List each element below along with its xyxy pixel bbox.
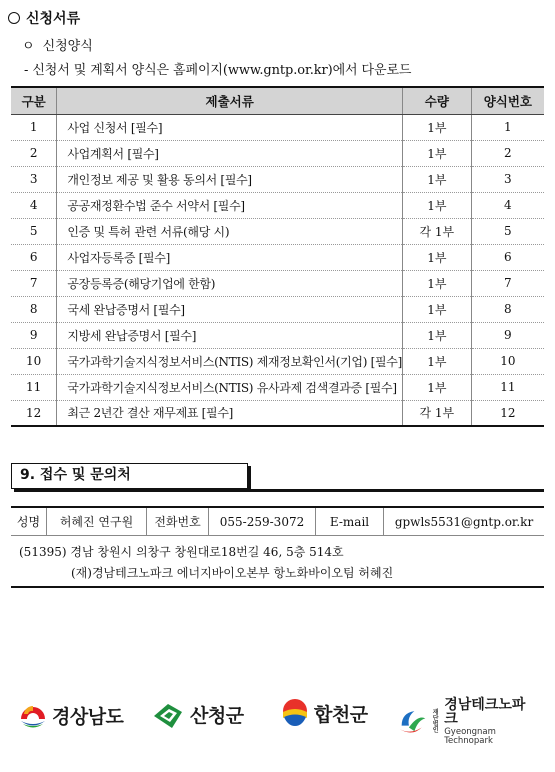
row-number: 10 [11, 348, 57, 374]
table-row [11, 400, 544, 426]
row-quantity: 각 1부 [402, 218, 471, 244]
row-quantity: 1부 [402, 192, 471, 218]
row-number: 9 [11, 322, 57, 348]
table-row [11, 374, 544, 400]
row-form-number: 1 [471, 114, 544, 140]
row-form-number: 3 [471, 166, 544, 192]
name-label: 성명 [11, 508, 47, 535]
gntp-wordmark [444, 698, 538, 745]
table-row [11, 296, 544, 322]
row-number: 4 [11, 192, 57, 218]
row-number: 7 [11, 270, 57, 296]
row-quantity: 각 1부 [402, 400, 471, 426]
header-form-number: 양식번호 [471, 87, 544, 114]
table-row [11, 244, 544, 270]
header-documents: 제출서류 [57, 87, 403, 114]
circle-bullet-icon [8, 12, 20, 24]
row-quantity: 1부 [402, 322, 471, 348]
row-form-number: 10 [471, 348, 544, 374]
section-title: 신청서류 [26, 11, 81, 27]
gyeongnam-logo [18, 700, 123, 730]
address-line-1: (51395) 경남 창원시 의창구 창원대로18번길 46, 5층 514호 [19, 545, 344, 559]
row-document-name: 공장등록증(해당기업에 한함) [57, 270, 403, 296]
phone-value: 055-259-3072 [209, 508, 316, 535]
header-quantity: 수량 [402, 87, 471, 114]
table-row [11, 166, 544, 192]
table-row [11, 218, 544, 244]
row-quantity: 1부 [402, 140, 471, 166]
row-document-name: 사업계획서 [필수] [57, 140, 403, 166]
table-row [11, 192, 544, 218]
email-label: E-mail [316, 508, 384, 535]
row-form-number: 2 [471, 140, 544, 166]
table-row [11, 348, 544, 374]
subsection-mark: ㅇ [22, 39, 35, 54]
row-document-name: 사업 신청서 [필수] [57, 114, 403, 140]
row-form-number: 7 [471, 270, 544, 296]
row-document-name: 인증 및 특허 관련 서류(해당 시) [57, 218, 403, 244]
row-form-number: 9 [471, 322, 544, 348]
table-row [11, 270, 544, 296]
row-quantity: 1부 [402, 270, 471, 296]
gyeongnam-emblem-icon [18, 700, 48, 730]
gyeongnam-text: 경상남도 [52, 705, 124, 728]
row-quantity: 1부 [402, 244, 471, 270]
row-document-name: 공공재정환수법 준수 서약서 [필수] [57, 192, 403, 218]
row-document-name: 최근 2년간 결산 재무제표 [필수] [57, 400, 403, 426]
footer-logos [18, 694, 538, 746]
row-form-number: 4 [471, 192, 544, 218]
row-document-name: 국세 완납증명서 [필수] [57, 296, 403, 322]
hapcheon-logo [280, 696, 368, 730]
table-header-row [11, 87, 544, 114]
section-heading [8, 8, 80, 28]
row-number: 6 [11, 244, 57, 270]
subsection-heading [22, 35, 93, 54]
gntp-emblem-icon [398, 706, 427, 738]
row-number: 11 [11, 374, 57, 400]
table-row [11, 114, 544, 140]
email-value[interactable]: gpwls5531@gntp.or.kr [394, 514, 534, 529]
gntp-foundation-tag: 재단법인 [432, 708, 439, 734]
address-block [11, 536, 544, 586]
row-form-number: 5 [471, 218, 544, 244]
row-number: 8 [11, 296, 57, 322]
row-document-name: 지방세 완납증명서 [필수] [57, 322, 403, 348]
hapcheon-text: 합천군 [314, 703, 368, 726]
header-category: 구분 [11, 87, 57, 114]
download-note: - 신청서 및 계획서 양식은 홈페이지(www.gntp.or.kr)에서 다운로드 [24, 63, 412, 78]
row-number: 3 [11, 166, 57, 192]
row-form-number: 6 [471, 244, 544, 270]
row-quantity: 1부 [402, 374, 471, 400]
row-quantity: 1부 [402, 114, 471, 140]
hapcheon-emblem-icon [280, 696, 310, 730]
address-line-2: (재)경남테크노파크 에너지바이오본부 항노화바이오팀 허혜진 [71, 566, 394, 580]
sancheong-logo [152, 698, 244, 730]
row-form-number: 12 [471, 400, 544, 426]
row-number: 2 [11, 140, 57, 166]
row-quantity: 1부 [402, 348, 471, 374]
gntp-korean-name: 경남테크노파크 [444, 697, 526, 727]
subsection-title: 신청양식 [42, 39, 93, 54]
gntp-english-name: Gyeongnam Technopark [444, 727, 496, 746]
row-form-number: 11 [471, 374, 544, 400]
row-document-name: 국가과학기술지식정보서비스(NTIS) 유사과제 검색결과증 [필수] [57, 374, 403, 400]
row-form-number: 8 [471, 296, 544, 322]
row-quantity: 1부 [402, 296, 471, 322]
contact-section-title: 9. 접수 및 문의처 [11, 463, 248, 489]
row-document-name: 사업자등록증 [필수] [57, 244, 403, 270]
table-row [11, 140, 544, 166]
table-row [11, 322, 544, 348]
contact-table [11, 506, 544, 588]
documents-table [11, 86, 544, 427]
section-divider [251, 489, 544, 492]
row-document-name: 개인정보 제공 및 활용 동의서 [필수] [57, 166, 403, 192]
row-number: 1 [11, 114, 57, 140]
phone-label: 전화번호 [147, 508, 209, 535]
sancheong-emblem-icon [152, 698, 186, 730]
row-quantity: 1부 [402, 166, 471, 192]
row-document-name: 국가과학기술지식정보서비스(NTIS) 제재정보확인서(기업) [필수] [57, 348, 403, 374]
row-number: 5 [11, 218, 57, 244]
gntp-logo [398, 698, 538, 745]
name-value: 허혜진 연구원 [47, 508, 147, 535]
sancheong-text: 산청군 [190, 704, 244, 727]
contact-row [11, 508, 544, 536]
row-number: 12 [11, 400, 57, 426]
